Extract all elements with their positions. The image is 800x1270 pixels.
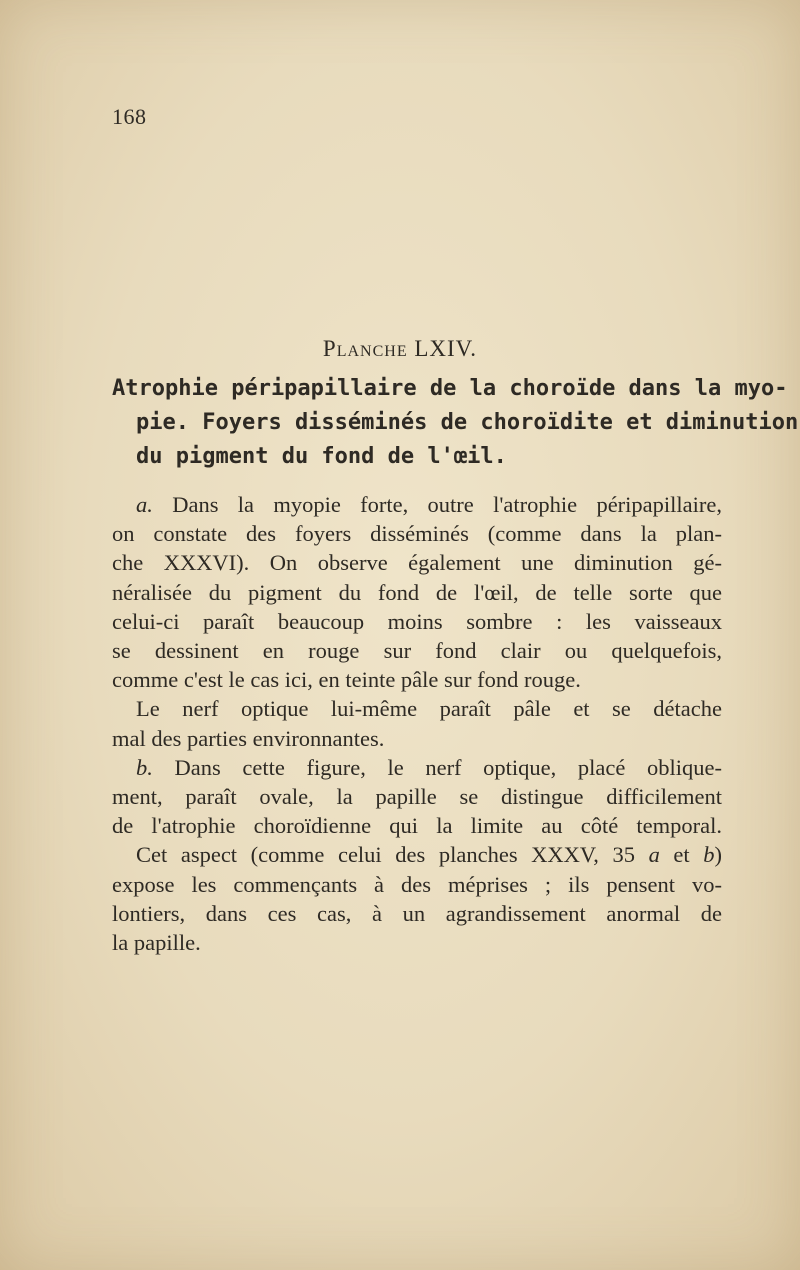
plate-description xyxy=(112,490,722,957)
paragraph-b-line xyxy=(112,753,722,782)
paragraph-aspect-line: la papille. xyxy=(112,930,201,956)
paragraph-b-text: Dans cette figure, le nerf optique, placé oblique- xyxy=(174,754,722,780)
aspect-figure-b: b xyxy=(703,842,715,868)
aspect-text: ) xyxy=(714,842,722,868)
plate-heading xyxy=(112,372,799,474)
paragraph-a-line: celui-ci paraît beaucoup moins sombre : les vaisseaux xyxy=(112,608,722,634)
paragraph-a-line xyxy=(112,490,722,519)
paragraph-b-line: ment, paraît ovale, la papille se distingue difficilement xyxy=(112,784,722,810)
paragraph-nerve-line: mal des parties environnantes. xyxy=(112,725,385,751)
paragraph-aspect-line: lontiers, dans ces cas, à un agrandissement anormal de xyxy=(112,900,722,926)
paragraph-aspect-line: expose les commençants à des méprises ; ils pensent vo- xyxy=(112,871,722,897)
paragraph-aspect-line xyxy=(112,840,722,869)
paragraph-a-line: néralisée du pigment du fond de l'œil, de telle sorte que xyxy=(112,579,722,605)
paragraph-a-line: on constate des foyers disséminés (comme dans la plan- xyxy=(112,521,722,547)
heading-line: pie. Foyers disséminés de choroïdite et diminution xyxy=(136,410,799,435)
paragraph-a-line: che XXXVI). On observe également une diminution gé- xyxy=(112,550,722,576)
aspect-figure-a: a xyxy=(648,842,660,868)
paragraph-a-line: se dessinent en rouge sur fond clair ou quelquefois, xyxy=(112,638,722,664)
paragraph-a-line: comme c'est le cas ici, en teinte pâle sur fond rouge. xyxy=(112,667,581,693)
paragraph-b-line: de l'atrophie choroïdienne qui la limite au côté temporal. xyxy=(112,813,722,839)
paragraph-a-text: Dans la myopie forte, outre l'atrophie péripapillaire, xyxy=(172,492,723,517)
aspect-text: Cet aspect (comme celui des planches XXXV, 35 xyxy=(136,842,649,868)
paragraph-a-marker: a. xyxy=(136,492,153,517)
paragraph-nerve-line: Le nerf optique lui-même paraît pâle et se détache xyxy=(136,696,722,722)
aspect-text: et xyxy=(659,842,704,868)
heading-line: du pigment du fond de l'œil. xyxy=(136,444,507,469)
page-number: 168 xyxy=(112,104,147,129)
plate-title: Planche LXIV. xyxy=(322,336,478,361)
heading-line: Atrophie péripapillaire de la choroïde dans la myo- xyxy=(112,376,788,401)
paragraph-b-marker: b. xyxy=(136,754,153,780)
